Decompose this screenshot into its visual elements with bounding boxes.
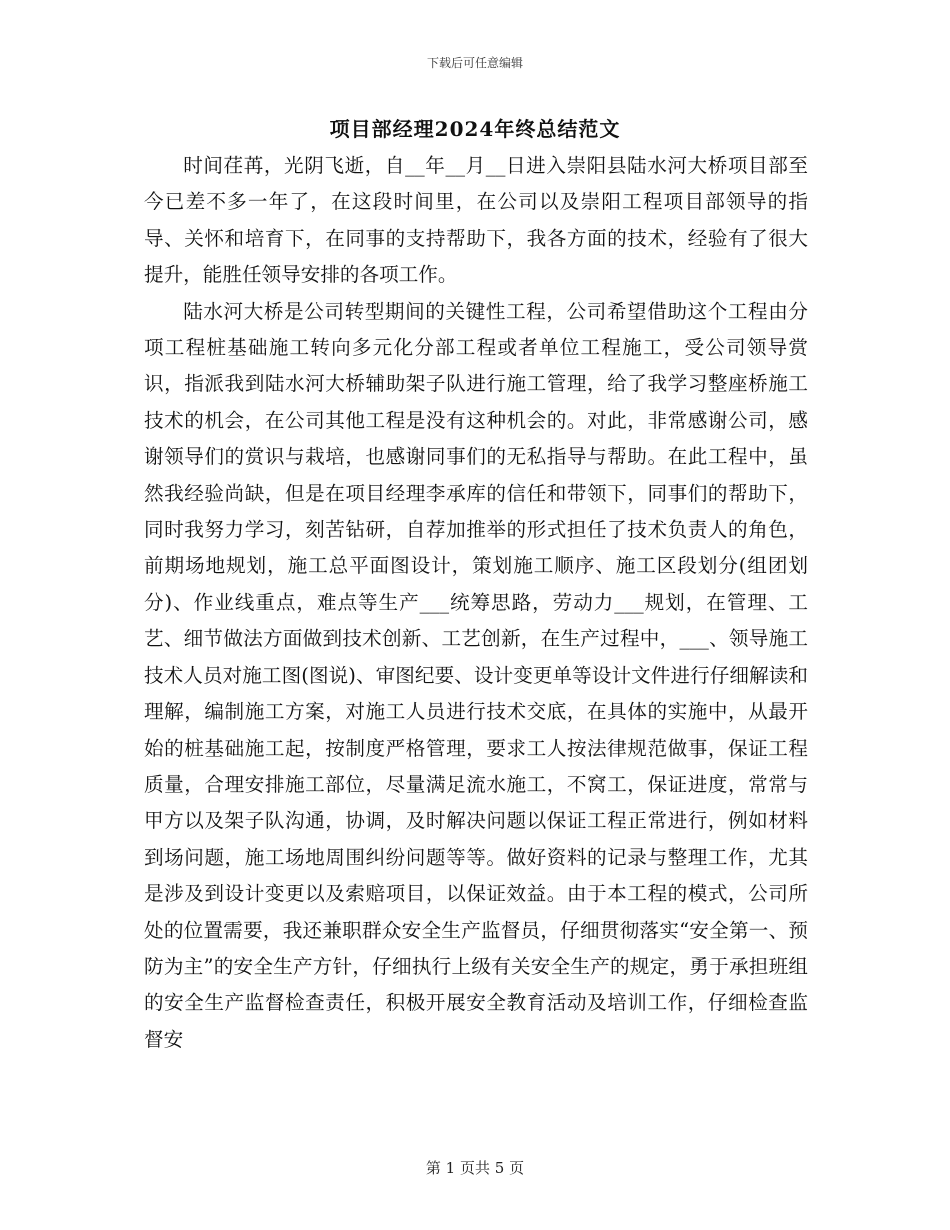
page-number-footer: 第 1 页共 5 页 (425, 1159, 525, 1177)
document-title: 项目部经理2024年终总结范文 (329, 117, 621, 141)
page-header-note: 下载后可任意编辑 (426, 56, 523, 70)
paragraph-1: 时间荏苒，光阴飞逝，自__年__月__日进入崇阳县陆水河大桥项目部至今已差不多一年了，在这段时间里，在公司以及崇阳工程项目部领导的指导、关怀和培育下，在同事的支持帮助下，我各方面的技术，经验有了很大提升，能胜任领导安排的各项工作。 (144, 154, 808, 287)
document-body (144, 148, 808, 1058)
paragraph-2: 陆水河大桥是公司转型期间的关键性工程，公司希望借助这个工程由分项工程桩基础施工转向多元化分部工程或者单位工程施工，受公司领导赏识，指派我到陆水河大桥辅助架子队进行施工管理，给了我学习整座桥施工技术的机会，在公司其他工程是没有这种机会的。对此，非常感谢公司，感谢领导们的赏识与栽培，也感谢同事们的无私指导与帮助。在此工程中，虽然我经验尚缺，但是在项目经理李承库的信任和带领下，同事们的帮助下，同时我努力学习，刻苦钻研，自荐加推举的形式担任了技术负责人的角色，前期场地规划，施工总平面图设计，策划施工顺序、施工区段划分(组团划分)、作业线重点，难点等生产___统筹思路，劳动力___规划，在管理、工艺、细节做法方面做到技术创新、工艺创新，在生产过程中，___、领导施工技术人员对施工图(图说)、审图纪要、设计变更单等设计文件进行仔细解读和理解，编制施工方案，对施工人员进行技术交底，在具体的实施中，从最开始的桩基础施工起，按制度严格管理，要求工人按法律规范做事，保证工程质量，合理安排施工部位，尽量满足流水施工，不窝工，保证进度，常常与甲方以及架子队沟通，协调，及时解决问题以保证工程正常进行，例如材料到场问题，施工场地周围纠纷问题等等。做好资料的记录与整理工作，尤其是涉及到设计变更以及索赔项目，以保证效益。由于本工程的模式，公司所处的位置需要，我还兼职群众安全生产监督员，仔细贯彻落实“安全第一、预防为主”的安全生产方针，仔细执行上级有关安全生产的规定，勇于承担班组的安全生产监督检查责任，积极开展安全教育活动及培训工作，仔细检查监督安 (144, 299, 808, 1051)
